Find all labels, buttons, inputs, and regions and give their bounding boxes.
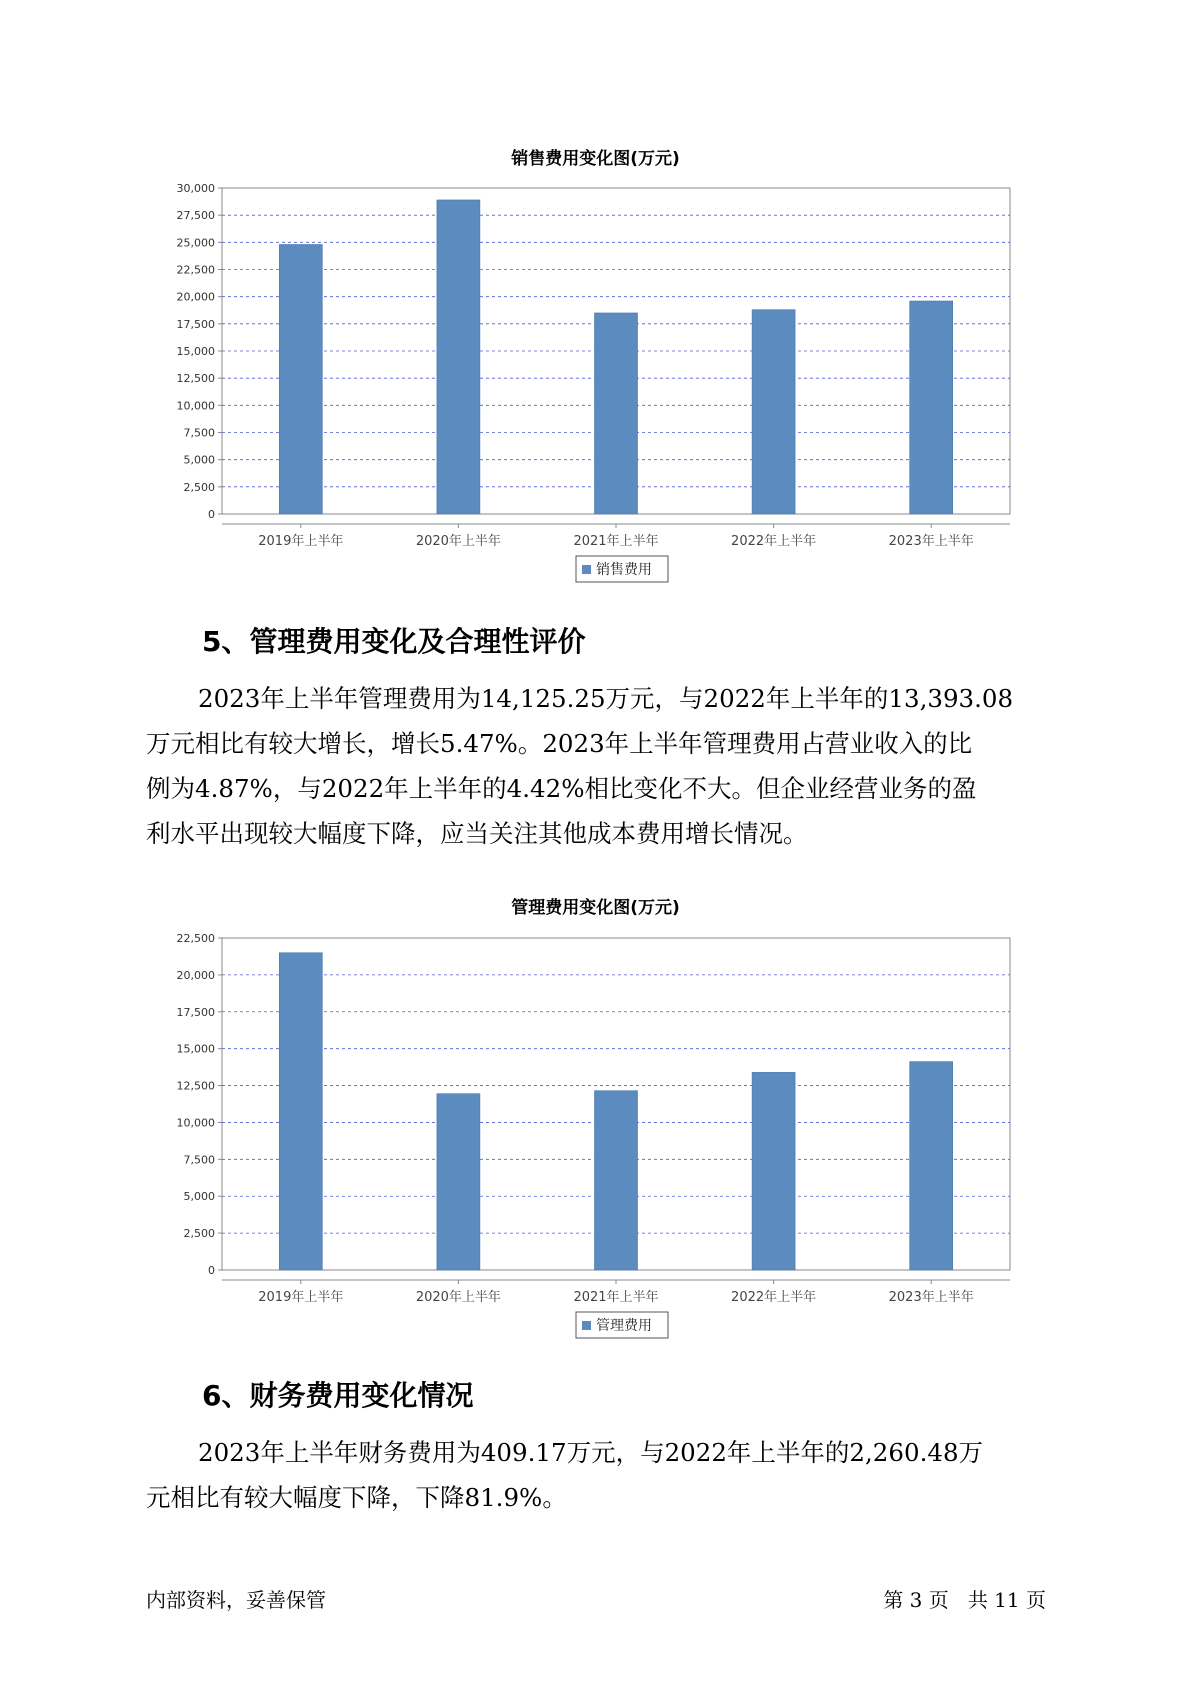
y-tick-label: 27,500 [176,209,215,223]
y-tick-label: 17,500 [176,317,215,331]
paragraph-line: 利水平出现较大幅度下降，应当关注其他成本费用增长情况。 [146,819,808,848]
y-tick-label: 25,000 [176,236,215,250]
bar [595,1091,638,1270]
paragraph-line: 例为4.87%，与2022年上半年的4.42%相比变化不大。但企业经营业务的盈 [146,774,977,803]
y-tick-label: 7,500 [183,1153,215,1167]
x-tick-label: 2020年上半年 [415,534,501,549]
paragraph-line: 2023年上半年管理费用为14,125.25万元，与2022年上半年的13,393.08 [198,684,1014,713]
section-5-paragraph [146,676,1066,856]
x-tick-label: 2022年上半年 [731,534,817,549]
y-tick-label: 22,500 [176,263,215,277]
section-6-heading: 6、财务费用变化情况 [202,1379,474,1412]
y-tick-label: 5,000 [183,1190,215,1204]
y-tick-label: 0 [208,508,215,521]
bar [752,1072,795,1270]
x-tick-label: 2023年上半年 [888,534,974,549]
sales-expense-chart [0,170,1191,610]
y-tick-label: 17,500 [176,1005,215,1019]
bar [279,245,322,514]
y-tick-label: 0 [208,1264,215,1277]
x-tick-label: 2021年上半年 [573,534,659,549]
y-tick-label: 2,500 [183,1227,215,1241]
y-tick-label: 20,000 [176,290,215,304]
y-tick-label: 12,500 [176,1079,215,1093]
y-tick-label: 10,000 [176,1116,215,1130]
chart-title-admin: 管理费用变化图(万元) [511,898,680,918]
y-tick-label: 12,500 [176,372,215,386]
bar [437,1094,480,1270]
paragraph-line: 2023年上半年财务费用为409.17万元，与2022年上半年的2,260.48万 [198,1438,984,1467]
y-tick-label: 10,000 [176,399,215,413]
footer-left: 内部资料，妥善保管 [146,1588,326,1612]
x-tick-label: 2020年上半年 [415,1290,501,1305]
bar [595,313,638,514]
y-tick-label: 20,000 [176,968,215,982]
bar [910,301,953,514]
paragraph-line: 万元相比有较大增长，增长5.47%。2023年上半年管理费用占营业收入的比 [146,729,973,758]
bar [910,1062,953,1270]
y-tick-label: 15,000 [176,1042,215,1056]
x-tick-label: 2019年上半年 [258,534,344,549]
x-tick-label: 2023年上半年 [888,1290,974,1305]
y-tick-label: 7,500 [183,426,215,440]
legend-swatch [582,1321,591,1330]
y-tick-label: 22,500 [176,932,215,945]
bar [279,953,322,1270]
section-5-heading: 5、管理费用变化及合理性评价 [202,625,586,658]
bar [437,200,480,514]
section-6-paragraph [146,1430,1066,1520]
paragraph-line: 元相比有较大幅度下降，下降81.9%。 [146,1483,567,1512]
chart-title-sales: 销售费用变化图(万元) [511,149,680,169]
admin-expense-chart [0,920,1191,1340]
footer-page-number: 第 3 页 共 11 页 [883,1588,1046,1612]
legend-swatch [582,565,591,574]
x-tick-label: 2022年上半年 [731,1290,817,1305]
legend-label: 管理费用 [596,1318,652,1334]
x-tick-label: 2019年上半年 [258,1290,344,1305]
y-tick-label: 5,000 [183,453,215,467]
x-tick-label: 2021年上半年 [573,1290,659,1305]
y-tick-label: 30,000 [176,182,215,195]
y-tick-label: 2,500 [183,480,215,494]
bar [752,310,795,514]
legend-label: 销售费用 [596,562,652,578]
y-tick-label: 15,000 [176,345,215,358]
